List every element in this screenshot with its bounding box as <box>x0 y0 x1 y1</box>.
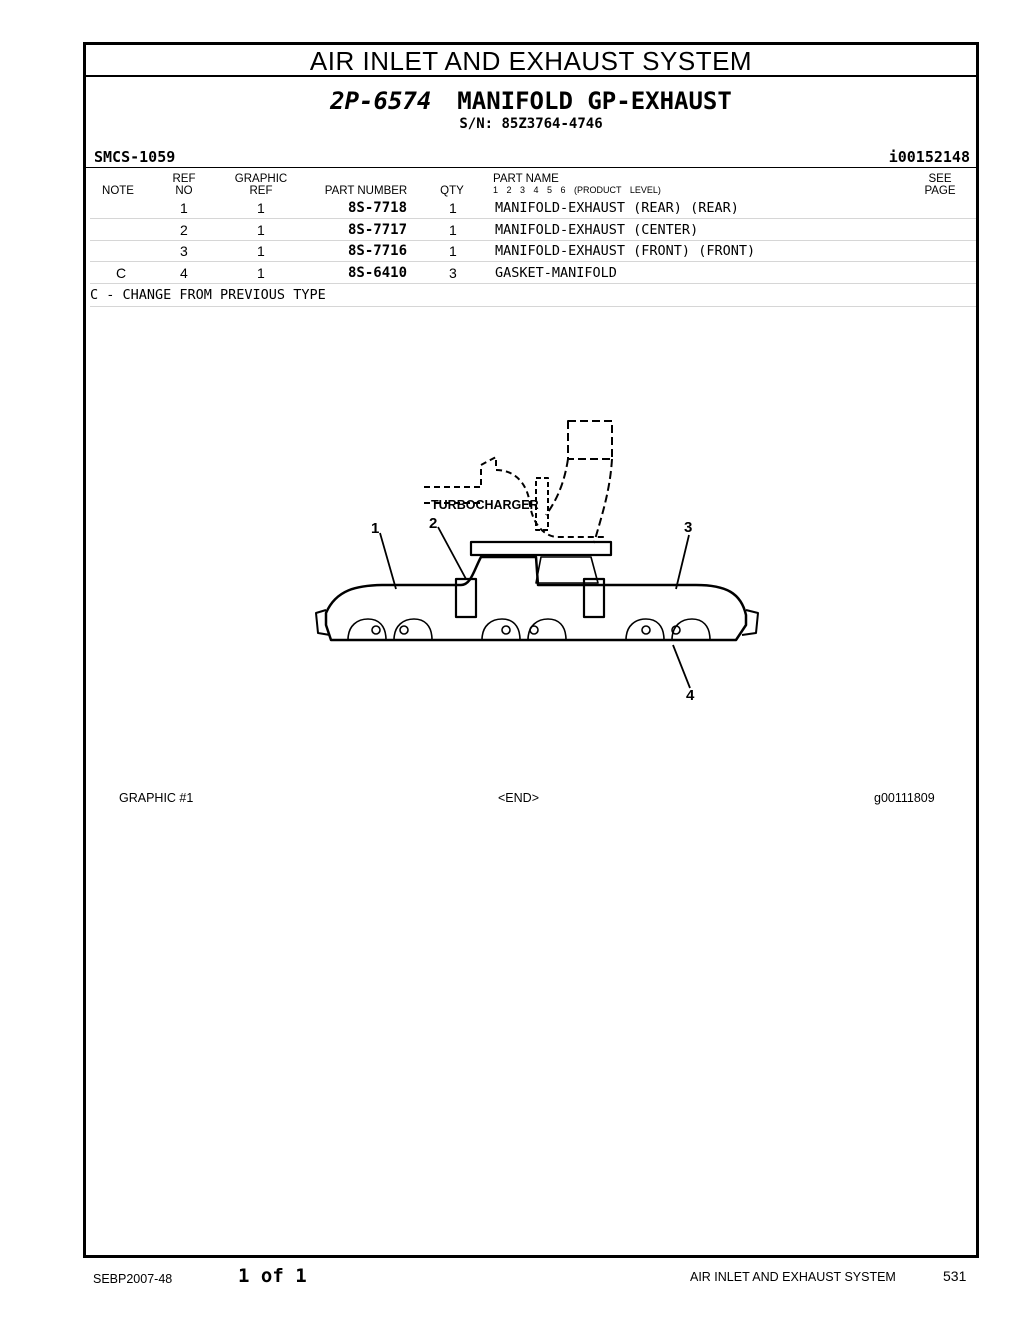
col-graphic-bottom: REF <box>249 185 273 197</box>
group-part-number: 2P-6574 <box>330 87 432 115</box>
page-frame <box>83 42 979 1258</box>
col-product-level: 1 2 3 4 5 6 (PRODUCT LEVEL) <box>493 185 661 195</box>
row-part-number: 8S-6410 <box>348 265 408 281</box>
turbocharger-label: TURBOCHARGER <box>431 498 539 512</box>
row-graphic-ref: 1 <box>257 265 265 281</box>
note-legend: C - CHANGE FROM PREVIOUS TYPE <box>90 284 976 307</box>
doc-id: i00152148 <box>888 148 970 166</box>
row-graphic-ref: 1 <box>257 243 265 259</box>
col-graphic-top: GRAPHIC <box>234 173 288 185</box>
row-part-name: MANIFOLD-EXHAUST (REAR) (REAR) <box>495 200 739 216</box>
graphic-caption-id: g00111809 <box>874 791 935 805</box>
row-part-number: 8S-7717 <box>348 222 408 238</box>
group-name: MANIFOLD GP-EXHAUST <box>457 87 732 115</box>
exhaust-manifold-illustration <box>86 45 976 765</box>
col-ref-top: REF <box>172 173 196 185</box>
leader-4 <box>673 645 690 688</box>
row-qty: 1 <box>449 200 457 216</box>
col-see-top: SEE <box>928 173 952 185</box>
col-part-name: PART NAME <box>493 173 559 185</box>
leader-3 <box>676 535 689 589</box>
graphic-caption-end: <END> <box>498 791 539 805</box>
col-part-number: PART NUMBER <box>324 185 408 197</box>
row-ref: 1 <box>180 200 188 216</box>
footer-section: AIR INLET AND EXHAUST SYSTEM <box>690 1270 896 1284</box>
row-part-name: MANIFOLD-EXHAUST (CENTER) <box>495 222 699 238</box>
row-part-number: 8S-7718 <box>348 200 408 216</box>
footer-page-number: 531 <box>943 1268 967 1284</box>
col-note: NOTE <box>102 185 134 197</box>
callout-2: 2 <box>429 515 438 532</box>
col-ref-bottom: NO <box>175 185 193 197</box>
row-note: C <box>116 265 127 281</box>
serial-range: S/N: 85Z3764-4746 <box>459 116 603 132</box>
callout-3: 3 <box>684 519 693 536</box>
footer-pages: 1 of 1 <box>238 1265 307 1287</box>
row-part-name: MANIFOLD-EXHAUST (FRONT) (FRONT) <box>495 243 756 259</box>
row-ref: 2 <box>180 222 188 238</box>
row-part-name: GASKET-MANIFOLD <box>495 265 617 281</box>
row-graphic-ref: 1 <box>257 200 265 216</box>
system-title: AIR INLET AND EXHAUST SYSTEM <box>86 45 976 77</box>
row-graphic-ref: 1 <box>257 222 265 238</box>
manifold-body <box>326 557 746 640</box>
outlet-pipe <box>568 421 612 459</box>
col-see-bottom: PAGE <box>924 185 956 197</box>
col-qty: QTY <box>440 185 464 197</box>
turbocharger <box>481 457 606 537</box>
graphic-caption-left: GRAPHIC #1 <box>119 791 194 805</box>
smcs-code: SMCS-1059 <box>94 148 176 166</box>
footer-doc: SEBP2007-48 <box>93 1272 173 1286</box>
callout-4: 4 <box>686 687 695 704</box>
leader-1 <box>380 533 396 589</box>
row-ref: 3 <box>180 243 188 259</box>
row-part-number: 8S-7716 <box>348 243 408 259</box>
row-qty: 1 <box>449 243 457 259</box>
callout-1: 1 <box>371 520 380 537</box>
row-qty: 1 <box>449 222 457 238</box>
row-qty: 3 <box>449 265 457 281</box>
leader-2 <box>438 527 466 579</box>
row-ref: 4 <box>180 265 188 281</box>
